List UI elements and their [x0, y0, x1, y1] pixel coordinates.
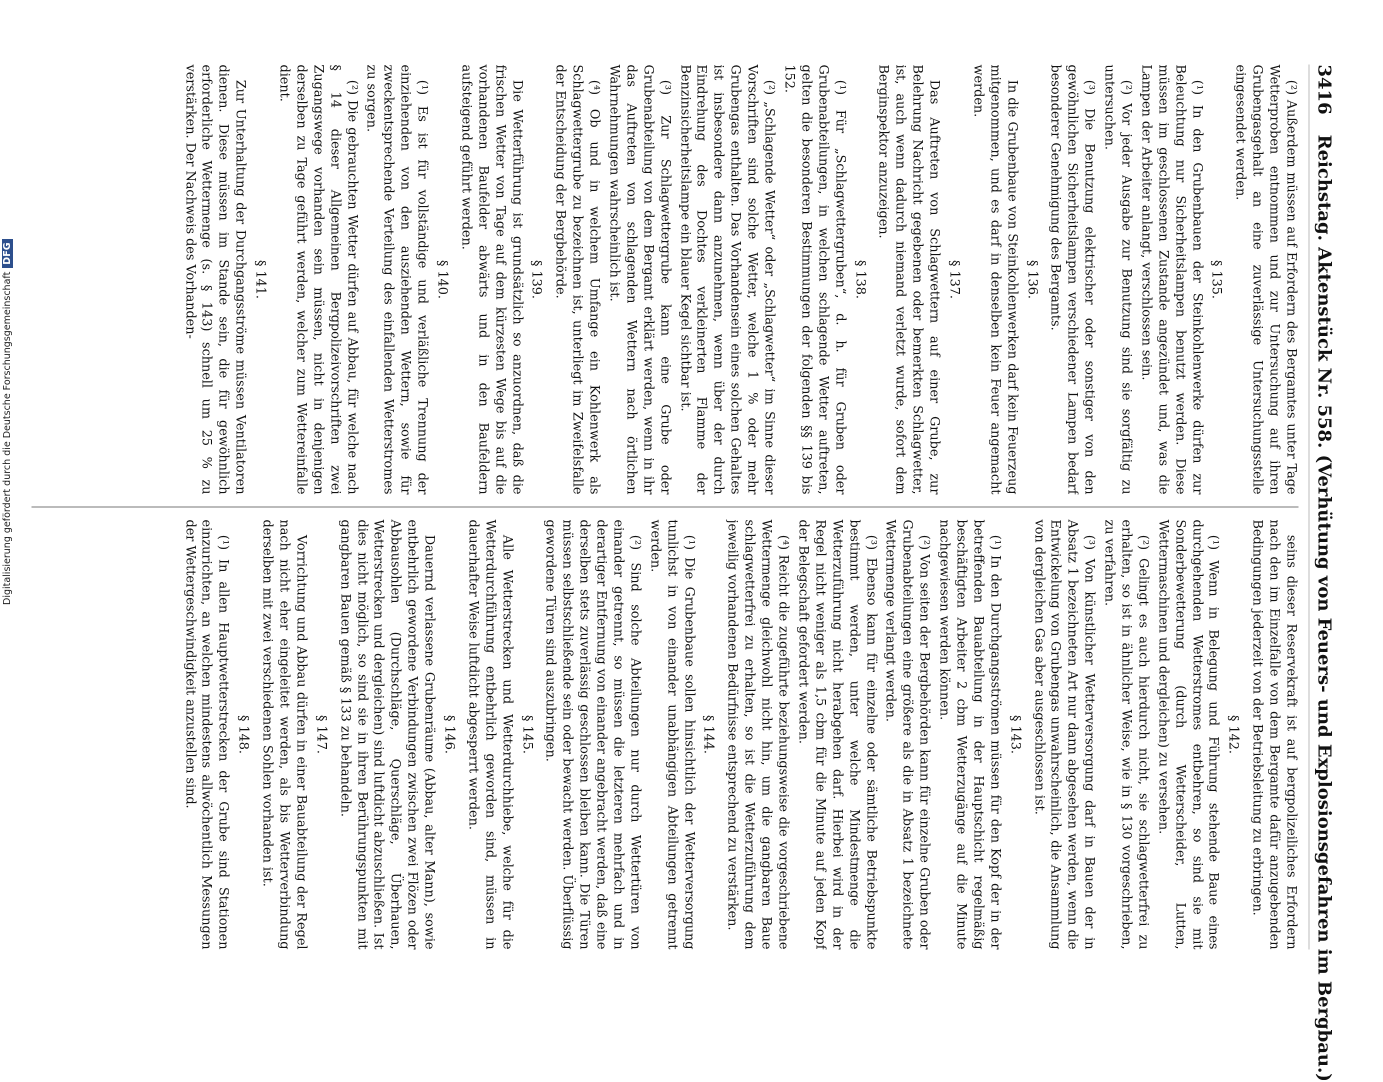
paragraph: (²) Sind solche Abteilungen nur durch Wettertüren von einander getrennt, so müssen die letzteren mehrfach und in derartiger Entfernung von einander angebracht werden, daß eine derselben stets zuverlässig geschlossen bleiben kann. Die Türen müssen selbstschließende sein oder bewacht werden. Überflüssig gewordene Türen sind auszubringen.	[542, 519, 643, 950]
paragraph: Die Wetterführung ist grundsätzlich so anzuordnen, daß die frischen Wetter von Tage auf dem kürzesten Wege bis auf die vorhandenen Baufelder abwärts und in den Baufeldern aufsteigend geführt werden.	[458, 64, 525, 495]
document-page	[6, 7, 1377, 1082]
paragraph: (³) Von künstlicher Wetterversorgung darf in Bauen der in Absatz 1 bezeichneten Art nur dann abgesehen werden, wenn die Entwickelung von Grubengas unwahrscheinlich, die Ansammlung von dergleichen Gas aber ausgeschlossen ist.	[1031, 519, 1097, 950]
section-heading: § 145.	[519, 715, 535, 754]
paragraph: (²) Außerdem müssen auf Erfordern des Bergamtes unter Tage Wetterproben entnommen und zur Untersuchung auf ihren Grubengasgehalt an eine zuverlässige Untersuchungsstelle eingesendet werden.	[1232, 64, 1299, 495]
funding-text: Digitalisierung gefördert durch die Deutsche Forschungsgemeinschaft	[2, 271, 13, 605]
paragraph: (⁴) Reicht die zugeführte beziehungsweise die vorgeschriebene Wettermenge gleichwohl nicht hin, um die gangbaren Baue schlagwetterfrei zu erhalten, so ist die Wetterzuführung dem jeweilig vorhandenen Bedürfnisse entsprechend zu verstärken.	[724, 519, 791, 950]
paragraph: (¹) In den Grubenbauen der Steinkohlenwerke dürfen zur Beleuchtung nur Sicherheitslampen benutzt werden. Diese müssen im geschlossenen Zustande angezündet und, was die Lampen der Arbeiter anlangt, verschlossen sein.	[1138, 64, 1205, 495]
paragraph: Dauernd verlassene Grubenräume (Abbau, alter Mann), sowie entbehrlich gewordene Verbindungen zwischen zwei Flözen oder Abbausohlen (Durchschläge, Querschläge, Überhauen, Wetterstrecken und dergleichen) sind luftdicht abzuschließen. Ist dies nicht möglich, so sind sie in ihren Berührungspunkten mit gangbaren Bauen gemäß § 133 zu behandeln.	[337, 519, 437, 950]
paragraph: (²) Vor jeder Ausgabe zur Benutzung sind sie sorgfältig zu untersuchen.	[1101, 64, 1134, 495]
section-heading: § 139.	[528, 260, 544, 299]
paragraph: In die Grubenbaue von Steinkohlenwerken darf kein Feuerzeug mitgenommen, und es darf in denselben kein Feuer angemacht werden.	[970, 64, 1020, 495]
section-heading: § 143.	[1007, 715, 1023, 754]
right-column	[32, 520, 1299, 950]
paragraph: Alle Wetterstrecken und Wetterdurchhiebe, welche für die Wetterdurchführung entbehrlich geworden sind, müssen in dauerhafter Weise luftdicht abgesperrt werden.	[465, 519, 515, 950]
paragraph: (²) „Schlagende Wetter“ oder „Schlagwetter“ im Sinne dieser Vorschriften sind solche Wetter, welche 1 % oder mehr Grubengas enthalten. Das Vorhandensein eines solchen Gehaltes ist insbesondere dann anzunehmen, wenn über der durch Eindrehung des Dochtes verkleinerten Flamme der Benzinsicherheitslampe ein blauer Kegel sichtbar ist.	[677, 64, 777, 495]
section-heading: § 142.	[1225, 715, 1241, 754]
paragraph: (²) Von seiten der Bergbehörden kann für einzelne Gruben oder Grubenabteilungen eine größere als die in Absatz 1 bezeichnete Wettermenge verlangt werden.	[882, 519, 932, 950]
section-heading: § 141.	[252, 260, 268, 299]
paragraph: (⁴) Ob und in welchem Umfange ein Kohlenwerk als Schlagwettergrube zu bezeichnen ist, unterliegt im Zweifelsfalle der Entscheidung der Bergbehörde.	[552, 64, 602, 495]
paragraph: (³) Zur Schlagwettergrube kann eine Grube oder Grubenabteilung von dem Bergamt erklärt werden, wenn in ihr das Auftreten von schlagenden Wettern nach örtlichen Wahrnehmungen wahrscheinlich ist.	[606, 64, 673, 495]
text-columns	[32, 65, 1299, 950]
left-column	[32, 65, 1299, 495]
page-title: Reichstag. Aktenstück Nr. 558. (Verhütung von Feuers- und Explosionsgefahren im Bergbau.)	[1313, 134, 1335, 1082]
section-heading: § 148.	[235, 715, 251, 754]
paragraph: Das Auftreten von Schlagwettern auf einer Grube, zur Belehrung Nachricht gegebenen oder bemerkten Schlagwetter, ist, auch wenn dadurch niemand verletzt wurde, sofort dem Berginspektor anzuzeigen.	[875, 64, 942, 495]
paragraph: seins dieser Reservekraft ist auf bergpolizeiliches Erfordern nach den im Einzelfalle von dem Bergamte dafür anzugebenden Bedingungen jederzeit von der Betriebsleitung zu erbringen.	[1249, 519, 1299, 950]
page-header	[1309, 64, 1335, 1082]
paragraph: (³) Ebenso kann für einzelne oder sämtliche Betriebspunkte bestimmt werden, unter welche Mindestmenge die Wetterzuführung nicht herabgehen darf. Hierbei wird in der Regel nicht weniger als 1,5 cbm für die Minute auf jeden Kopf der Belegschaft gefordert werden.	[795, 519, 879, 950]
section-heading: § 146.	[441, 715, 457, 754]
paragraph: Vorrichtung und Abbau dürfen in einer Bauabteilung der Regel nach nicht eher eingeleitet werden, als bis Wetterverbindung derselben mit zwei verschiedenen Sohlen vorhanden ist.	[259, 519, 309, 950]
paragraph: (¹) Es ist für vollständige und verläßliche Trennung der einziehenden von den ausziehenden Wettern, sowie für zweckentsprechende Verteilung des einfallenden Wetterstromes zu sorgen.	[363, 64, 430, 495]
column-divider	[32, 507, 1299, 508]
rotated-page-wrapper	[0, 1, 1383, 1082]
paragraph: (¹) Die Grubenbaue sollen hinsichtlich der Wetterversorgung tunlichst in von einander unabhängigen Abteilungen getrennt werden.	[647, 519, 697, 950]
paragraph: (¹) In allen Hauptwetterstrecken der Grube sind Stationen einzurichten, an welchen mindestens allwöchentlich Messungen der Wettergeschwindigkeit anzustellen sind.	[182, 519, 231, 950]
section-heading: § 136.	[1024, 260, 1040, 299]
dfg-logo: DFG	[2, 240, 13, 268]
paragraph: (²) Die gebrauchten Wetter dürfen auf Abbau, für welche nach § 14 dieser Allgemeinen Bergpolizeivorschriften zwei Zugangswege vorhanden sein müssen, nicht in denjenigen derselben zu Tage geführt werden, welcher zum Wettereinfalle dient.	[276, 64, 360, 495]
funding-footer	[2, 215, 16, 605]
paragraph: (¹) In den Durchgangsströmen müssen für den Kopf der in der betreffenden Bauabteilung in der Hauptschicht regelmäßig beschäftigten Arbeiter 2 cbm Wetterzugänge auf die Minute nachgewiesen werden können.	[936, 519, 1003, 950]
paragraph: (³) Die Benutzung elektrischer oder sonstiger von den gewöhnlichen Sicherheitslampen verschiedener Lampen bedarf besonderer Genehmigung des Bergamts.	[1047, 64, 1097, 495]
paragraph: (²) Gelingt es auch hierdurch nicht, sie schlagwetterfrei zu erhalten, so ist in ähnlicher Weise, wie in § 130 vorgeschrieben, zu verfahren.	[1101, 519, 1151, 950]
section-heading: § 135.	[1208, 260, 1224, 299]
paragraph: (¹) Für „Schlagwettergruben“, d. h. für Gruben oder Grubenabteilungen, in welchen schlagende Wetter auftreten, gelten die besonderen Bestimmungen der folgenden §§ 139 bis 152.	[781, 64, 848, 495]
page-number: 3416	[1313, 64, 1335, 115]
section-heading: § 144.	[701, 715, 716, 754]
section-heading: § 137.	[946, 260, 962, 299]
section-heading: § 140.	[434, 260, 450, 299]
paragraph: Zur Unterhaltung der Durchgangsströme müssen Ventilatoren dienen. Diese müssen im Stande sein, die für gewöhnlich erforderliche Wettermenge (s. § 143) schnell um 25 % zu verstärken. Der Nachweis des Vorhanden-	[182, 64, 248, 495]
paragraph: (¹) Wenn in Belegung und Führung stehende Baue eines durchgehenden Wetterstromes entbehren, so sind sie mit Sonderbewetterung (durch Wetterscheider, Lutten, Wettermaschinen und dergleichen) zu versehen.	[1155, 519, 1221, 950]
section-heading: § 147.	[313, 715, 329, 754]
section-heading: § 138.	[852, 260, 868, 299]
